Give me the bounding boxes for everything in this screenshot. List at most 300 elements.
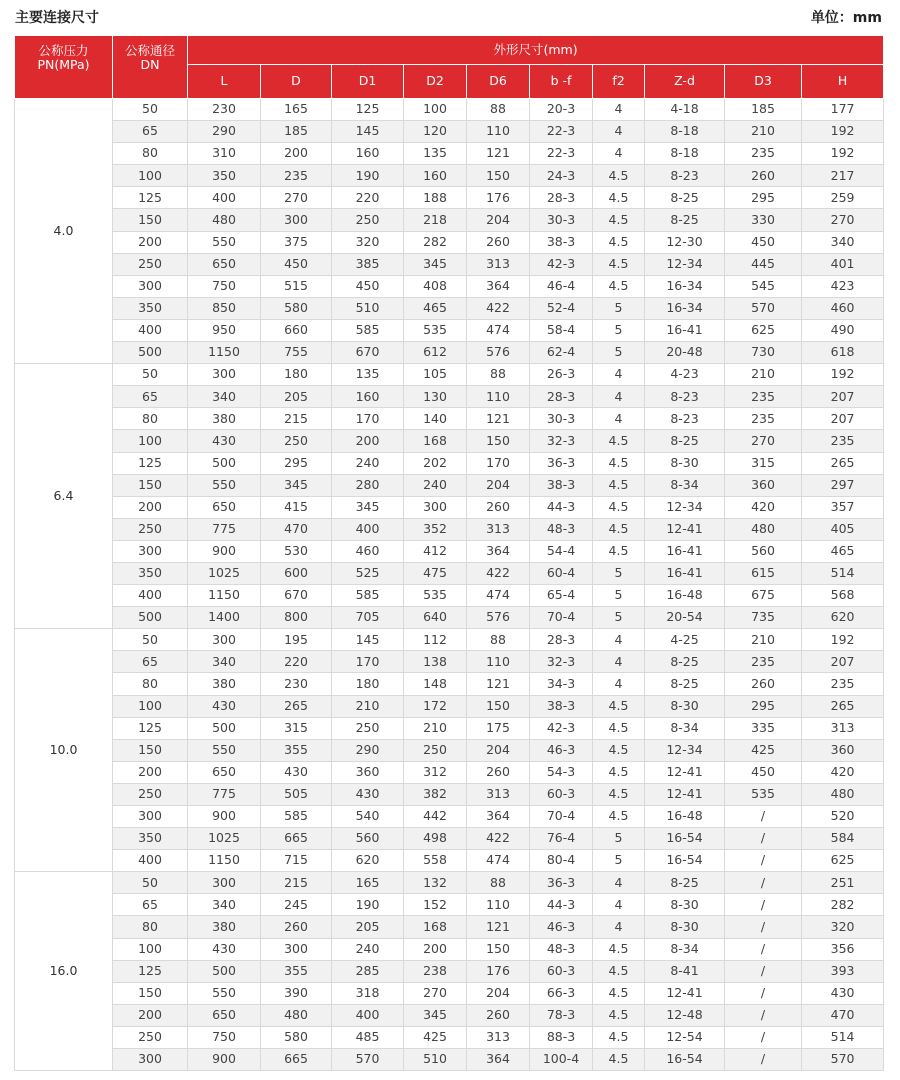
table-cell: 430: [261, 761, 332, 783]
table-cell: 4.5: [593, 430, 645, 452]
table-cell: 290: [188, 121, 261, 143]
table-cell: 385: [332, 253, 404, 275]
table-cell: 135: [332, 364, 404, 386]
table-cell: 235: [725, 143, 802, 165]
table-cell: 138: [404, 651, 467, 673]
table-cell: 715: [261, 850, 332, 872]
table-cell: 568: [802, 585, 884, 607]
table-cell: 28-3: [530, 187, 593, 209]
table-row: [15, 386, 884, 408]
table-cell: 170: [467, 452, 530, 474]
table-cell: 235: [261, 165, 332, 187]
table-cell: 393: [802, 960, 884, 982]
table-cell: 280: [332, 474, 404, 496]
table-row: [15, 342, 884, 364]
table-cell: 210: [725, 121, 802, 143]
table-cell: 352: [404, 518, 467, 540]
table-cell: 177: [802, 99, 884, 121]
dn-cell: 350: [113, 297, 188, 319]
table-cell: 550: [188, 231, 261, 253]
table-cell: 310: [188, 143, 261, 165]
table-cell: 330: [725, 209, 802, 231]
table-row: [15, 518, 884, 540]
table-cell: 54-3: [530, 761, 593, 783]
table-cell: 4.5: [593, 1004, 645, 1026]
table-cell: 465: [802, 540, 884, 562]
column-header: D6: [467, 65, 530, 99]
table-row: [15, 408, 884, 430]
dn-cell: 500: [113, 342, 188, 364]
table-cell: 580: [261, 297, 332, 319]
table-cell: 52-4: [530, 297, 593, 319]
table-cell: 300: [188, 629, 261, 651]
table-cell: 251: [802, 872, 884, 894]
table-cell: 474: [467, 850, 530, 872]
table-cell: 345: [332, 496, 404, 518]
table-cell: 4.5: [593, 231, 645, 253]
table-cell: 625: [802, 850, 884, 872]
table-cell: 270: [725, 430, 802, 452]
column-header: D: [261, 65, 332, 99]
table-cell: 207: [802, 386, 884, 408]
table-cell: 850: [188, 297, 261, 319]
dn-cell: 300: [113, 806, 188, 828]
table-cell: 36-3: [530, 872, 593, 894]
table-cell: 235: [725, 386, 802, 408]
table-cell: 612: [404, 342, 467, 364]
table-row: [15, 99, 884, 121]
table-cell: 500: [188, 717, 261, 739]
table-cell: 250: [332, 717, 404, 739]
table-cell: 730: [725, 342, 802, 364]
dn-cell: 100: [113, 695, 188, 717]
table-cell: 5: [593, 562, 645, 584]
dn-cell: 250: [113, 1026, 188, 1048]
table-cell: 490: [802, 319, 884, 341]
table-cell: 576: [467, 607, 530, 629]
table-cell: 152: [404, 894, 467, 916]
table-cell: 450: [725, 231, 802, 253]
table-cell: 62-4: [530, 342, 593, 364]
table-cell: 230: [261, 673, 332, 695]
table-cell: 260: [467, 761, 530, 783]
table-cell: 320: [332, 231, 404, 253]
table-cell: 285: [332, 960, 404, 982]
table-cell: 300: [404, 496, 467, 518]
table-cell: 54-4: [530, 540, 593, 562]
table-cell: 230: [188, 99, 261, 121]
table-cell: 210: [725, 629, 802, 651]
dn-cell: 65: [113, 121, 188, 143]
unit-label: 单位：mm: [810, 10, 882, 26]
table-cell: 202: [404, 452, 467, 474]
table-cell: 4.5: [593, 1026, 645, 1048]
table-cell: 380: [188, 408, 261, 430]
table-cell: 4.5: [593, 1049, 645, 1071]
table-row: [15, 585, 884, 607]
table-cell: 4: [593, 364, 645, 386]
column-header: D1: [332, 65, 404, 99]
table-cell: 355: [261, 960, 332, 982]
table-cell: 70-4: [530, 806, 593, 828]
table-cell: 36-3: [530, 452, 593, 474]
table-row: [15, 739, 884, 761]
table-cell: 130: [404, 386, 467, 408]
table-cell: 88: [467, 99, 530, 121]
table-cell: 176: [467, 960, 530, 982]
table-cell: 300: [188, 364, 261, 386]
table-row: [15, 938, 884, 960]
table-cell: 205: [261, 386, 332, 408]
table-row: [15, 496, 884, 518]
dn-cell: 50: [113, 872, 188, 894]
table-cell: /: [725, 806, 802, 828]
table-cell: 357: [802, 496, 884, 518]
table-cell: 4.5: [593, 209, 645, 231]
table-cell: 560: [332, 828, 404, 850]
table-cell: 4.5: [593, 717, 645, 739]
table-row: [15, 253, 884, 275]
table-cell: 204: [467, 982, 530, 1004]
table-cell: 514: [802, 562, 884, 584]
table-cell: 250: [404, 739, 467, 761]
table-cell: 250: [332, 209, 404, 231]
table-cell: 22-3: [530, 143, 593, 165]
table-row: [15, 651, 884, 673]
table-cell: 430: [332, 783, 404, 805]
table-cell: 400: [332, 1004, 404, 1026]
table-cell: 340: [188, 894, 261, 916]
table-cell: 8-34: [645, 474, 725, 496]
table-cell: 8-34: [645, 938, 725, 960]
dn-cell: 250: [113, 518, 188, 540]
table-body: [15, 99, 884, 1071]
table-cell: 4.5: [593, 806, 645, 828]
table-cell: 175: [467, 717, 530, 739]
dn-cell: 125: [113, 717, 188, 739]
table-cell: 500: [188, 452, 261, 474]
table-cell: 121: [467, 408, 530, 430]
dn-cell: 200: [113, 761, 188, 783]
table-cell: 510: [332, 297, 404, 319]
dn-cell: 200: [113, 231, 188, 253]
table-row: [15, 717, 884, 739]
table-cell: 30-3: [530, 209, 593, 231]
table-cell: 8-25: [645, 651, 725, 673]
table-cell: 12-48: [645, 1004, 725, 1026]
table-cell: 4-25: [645, 629, 725, 651]
table-cell: 8-30: [645, 695, 725, 717]
table-cell: 200: [332, 430, 404, 452]
pn-header: [15, 36, 113, 99]
dn-cell: 300: [113, 540, 188, 562]
table-cell: 170: [332, 408, 404, 430]
table-cell: 28-3: [530, 386, 593, 408]
table-cell: 60-3: [530, 960, 593, 982]
table-row: [15, 828, 884, 850]
table-cell: 200: [404, 938, 467, 960]
table-cell: 8-23: [645, 408, 725, 430]
table-cell: 4.5: [593, 275, 645, 297]
table-cell: 313: [802, 717, 884, 739]
dn-cell: 50: [113, 99, 188, 121]
table-cell: 355: [261, 739, 332, 761]
table-cell: 430: [188, 695, 261, 717]
table-cell: 185: [725, 99, 802, 121]
table-cell: 265: [261, 695, 332, 717]
table-cell: 105: [404, 364, 467, 386]
table-cell: 180: [261, 364, 332, 386]
table-cell: 282: [404, 231, 467, 253]
table-row: [15, 430, 884, 452]
table-cell: 584: [802, 828, 884, 850]
table-cell: 250: [261, 430, 332, 452]
table-cell: 172: [404, 695, 467, 717]
table-cell: 48-3: [530, 938, 593, 960]
table-cell: 12-54: [645, 1026, 725, 1048]
table-cell: 660: [261, 319, 332, 341]
table-cell: 235: [802, 430, 884, 452]
table-cell: 8-30: [645, 452, 725, 474]
table-cell: 465: [404, 297, 467, 319]
table-cell: /: [725, 1004, 802, 1026]
table-cell: 755: [261, 342, 332, 364]
table-cell: 550: [188, 474, 261, 496]
table-cell: 12-41: [645, 783, 725, 805]
table-row: [15, 894, 884, 916]
table-cell: 260: [467, 231, 530, 253]
table-cell: 295: [725, 187, 802, 209]
table-cell: 24-3: [530, 165, 593, 187]
table-cell: 400: [332, 518, 404, 540]
table-cell: 132: [404, 872, 467, 894]
table-cell: 1400: [188, 607, 261, 629]
table-cell: 313: [467, 518, 530, 540]
table-cell: 640: [404, 607, 467, 629]
table-cell: 408: [404, 275, 467, 297]
table-cell: 474: [467, 319, 530, 341]
table-cell: 30-3: [530, 408, 593, 430]
table-cell: /: [725, 938, 802, 960]
table-cell: 265: [802, 452, 884, 474]
table-cell: 66-3: [530, 982, 593, 1004]
table-cell: 313: [467, 1026, 530, 1048]
dn-cell: 80: [113, 916, 188, 938]
table-row: [15, 850, 884, 872]
table-cell: 16-54: [645, 850, 725, 872]
table-cell: 350: [188, 165, 261, 187]
table-cell: 320: [802, 916, 884, 938]
table-cell: 4-23: [645, 364, 725, 386]
dn-cell: 350: [113, 828, 188, 850]
table-cell: 412: [404, 540, 467, 562]
table-cell: 8-25: [645, 187, 725, 209]
table-cell: 4: [593, 143, 645, 165]
dn-cell: 100: [113, 430, 188, 452]
table-cell: 340: [188, 651, 261, 673]
table-cell: 60-4: [530, 562, 593, 584]
table-cell: 620: [802, 607, 884, 629]
table-cell: 110: [467, 121, 530, 143]
table-cell: 38-3: [530, 695, 593, 717]
table-cell: 670: [332, 342, 404, 364]
table-cell: 313: [467, 783, 530, 805]
table-cell: 121: [467, 673, 530, 695]
dn-cell: 50: [113, 629, 188, 651]
table-cell: 8-30: [645, 916, 725, 938]
table-cell: 345: [404, 253, 467, 275]
table-cell: 580: [261, 1026, 332, 1048]
table-cell: 442: [404, 806, 467, 828]
dn-cell: 300: [113, 1049, 188, 1071]
pn-cell: 4.0: [15, 99, 113, 364]
table-row: [15, 960, 884, 982]
table-cell: 290: [332, 739, 404, 761]
table-cell: 150: [467, 695, 530, 717]
table-cell: 364: [467, 275, 530, 297]
column-header: b -f: [530, 65, 593, 99]
table-cell: 470: [802, 1004, 884, 1026]
table-cell: 16-54: [645, 828, 725, 850]
table-cell: 260: [261, 916, 332, 938]
table-cell: 300: [261, 209, 332, 231]
dn-cell: 150: [113, 209, 188, 231]
table-cell: 12-41: [645, 982, 725, 1004]
table-cell: 4.5: [593, 474, 645, 496]
dn-header-line1: 公称通径: [124, 43, 175, 58]
dn-cell: 200: [113, 1004, 188, 1026]
table-cell: 165: [261, 99, 332, 121]
table-cell: 145: [332, 121, 404, 143]
column-header: L: [188, 65, 261, 99]
table-cell: 121: [467, 916, 530, 938]
table-cell: 420: [725, 496, 802, 518]
table-cell: 125: [332, 99, 404, 121]
dn-cell: 300: [113, 275, 188, 297]
table-cell: 4: [593, 386, 645, 408]
table-cell: 26-3: [530, 364, 593, 386]
table-cell: 4.5: [593, 496, 645, 518]
table-cell: 282: [802, 894, 884, 916]
table-cell: 42-3: [530, 253, 593, 275]
dn-cell: 100: [113, 938, 188, 960]
table-row: [15, 297, 884, 319]
table-cell: 218: [404, 209, 467, 231]
table-cell: 474: [467, 585, 530, 607]
table-cell: 220: [261, 651, 332, 673]
table-cell: 48-3: [530, 518, 593, 540]
table-cell: 480: [802, 783, 884, 805]
dn-cell: 250: [113, 253, 188, 275]
table-cell: 88: [467, 364, 530, 386]
table-cell: 245: [261, 894, 332, 916]
table-cell: 140: [404, 408, 467, 430]
table-cell: 545: [725, 275, 802, 297]
dn-cell: 250: [113, 783, 188, 805]
table-cell: 76-4: [530, 828, 593, 850]
table-cell: 705: [332, 607, 404, 629]
table-cell: 950: [188, 319, 261, 341]
table-cell: 200: [261, 143, 332, 165]
table-cell: 12-30: [645, 231, 725, 253]
dn-header: [113, 36, 188, 99]
table-cell: 340: [802, 231, 884, 253]
table-cell: 210: [332, 695, 404, 717]
dn-cell: 350: [113, 562, 188, 584]
table-cell: 430: [802, 982, 884, 1004]
table-row: [15, 1004, 884, 1026]
table-cell: 620: [332, 850, 404, 872]
table-cell: 148: [404, 673, 467, 695]
table-cell: 20-3: [530, 99, 593, 121]
table-cell: 160: [332, 143, 404, 165]
table-cell: 16-34: [645, 297, 725, 319]
table-cell: 510: [404, 1049, 467, 1071]
table-cell: 585: [332, 585, 404, 607]
table-cell: 450: [725, 761, 802, 783]
table-cell: 422: [467, 828, 530, 850]
table-cell: 360: [802, 739, 884, 761]
pn-cell: 6.4: [15, 364, 113, 629]
dn-cell: 125: [113, 452, 188, 474]
dn-cell: 150: [113, 474, 188, 496]
table-cell: 312: [404, 761, 467, 783]
table-cell: 32-3: [530, 430, 593, 452]
table-cell: 450: [261, 253, 332, 275]
table-cell: 145: [332, 629, 404, 651]
table-cell: 12-41: [645, 518, 725, 540]
table-cell: 12-34: [645, 496, 725, 518]
table-row: [15, 209, 884, 231]
dn-cell: 125: [113, 960, 188, 982]
table-cell: 5: [593, 585, 645, 607]
table-cell: 112: [404, 629, 467, 651]
table-cell: /: [725, 1026, 802, 1048]
table-cell: 260: [467, 1004, 530, 1026]
table-cell: 313: [467, 253, 530, 275]
table-cell: 4.5: [593, 938, 645, 960]
table-cell: 535: [725, 783, 802, 805]
dn-cell: 65: [113, 386, 188, 408]
table-cell: 300: [261, 938, 332, 960]
table-cell: 170: [332, 651, 404, 673]
table-cell: 400: [188, 187, 261, 209]
table-row: [15, 1049, 884, 1071]
dimension-group-header: 外形尺寸(mm): [188, 36, 884, 65]
table-cell: 300: [188, 872, 261, 894]
table-row: [15, 629, 884, 651]
dn-cell: 80: [113, 673, 188, 695]
table-cell: 570: [802, 1049, 884, 1071]
table-cell: 4.5: [593, 960, 645, 982]
table-cell: 345: [261, 474, 332, 496]
table-row: [15, 872, 884, 894]
table-cell: 550: [188, 739, 261, 761]
column-header: D3: [725, 65, 802, 99]
table-cell: 4: [593, 629, 645, 651]
dn-cell: 500: [113, 607, 188, 629]
table-cell: 192: [802, 143, 884, 165]
table-cell: 600: [261, 562, 332, 584]
table-cell: 430: [188, 938, 261, 960]
table-cell: 46-3: [530, 916, 593, 938]
table-cell: 650: [188, 761, 261, 783]
table-cell: 20-54: [645, 607, 725, 629]
table-cell: 364: [467, 806, 530, 828]
table-cell: 28-3: [530, 629, 593, 651]
table-cell: 665: [261, 828, 332, 850]
table-cell: 270: [404, 982, 467, 1004]
